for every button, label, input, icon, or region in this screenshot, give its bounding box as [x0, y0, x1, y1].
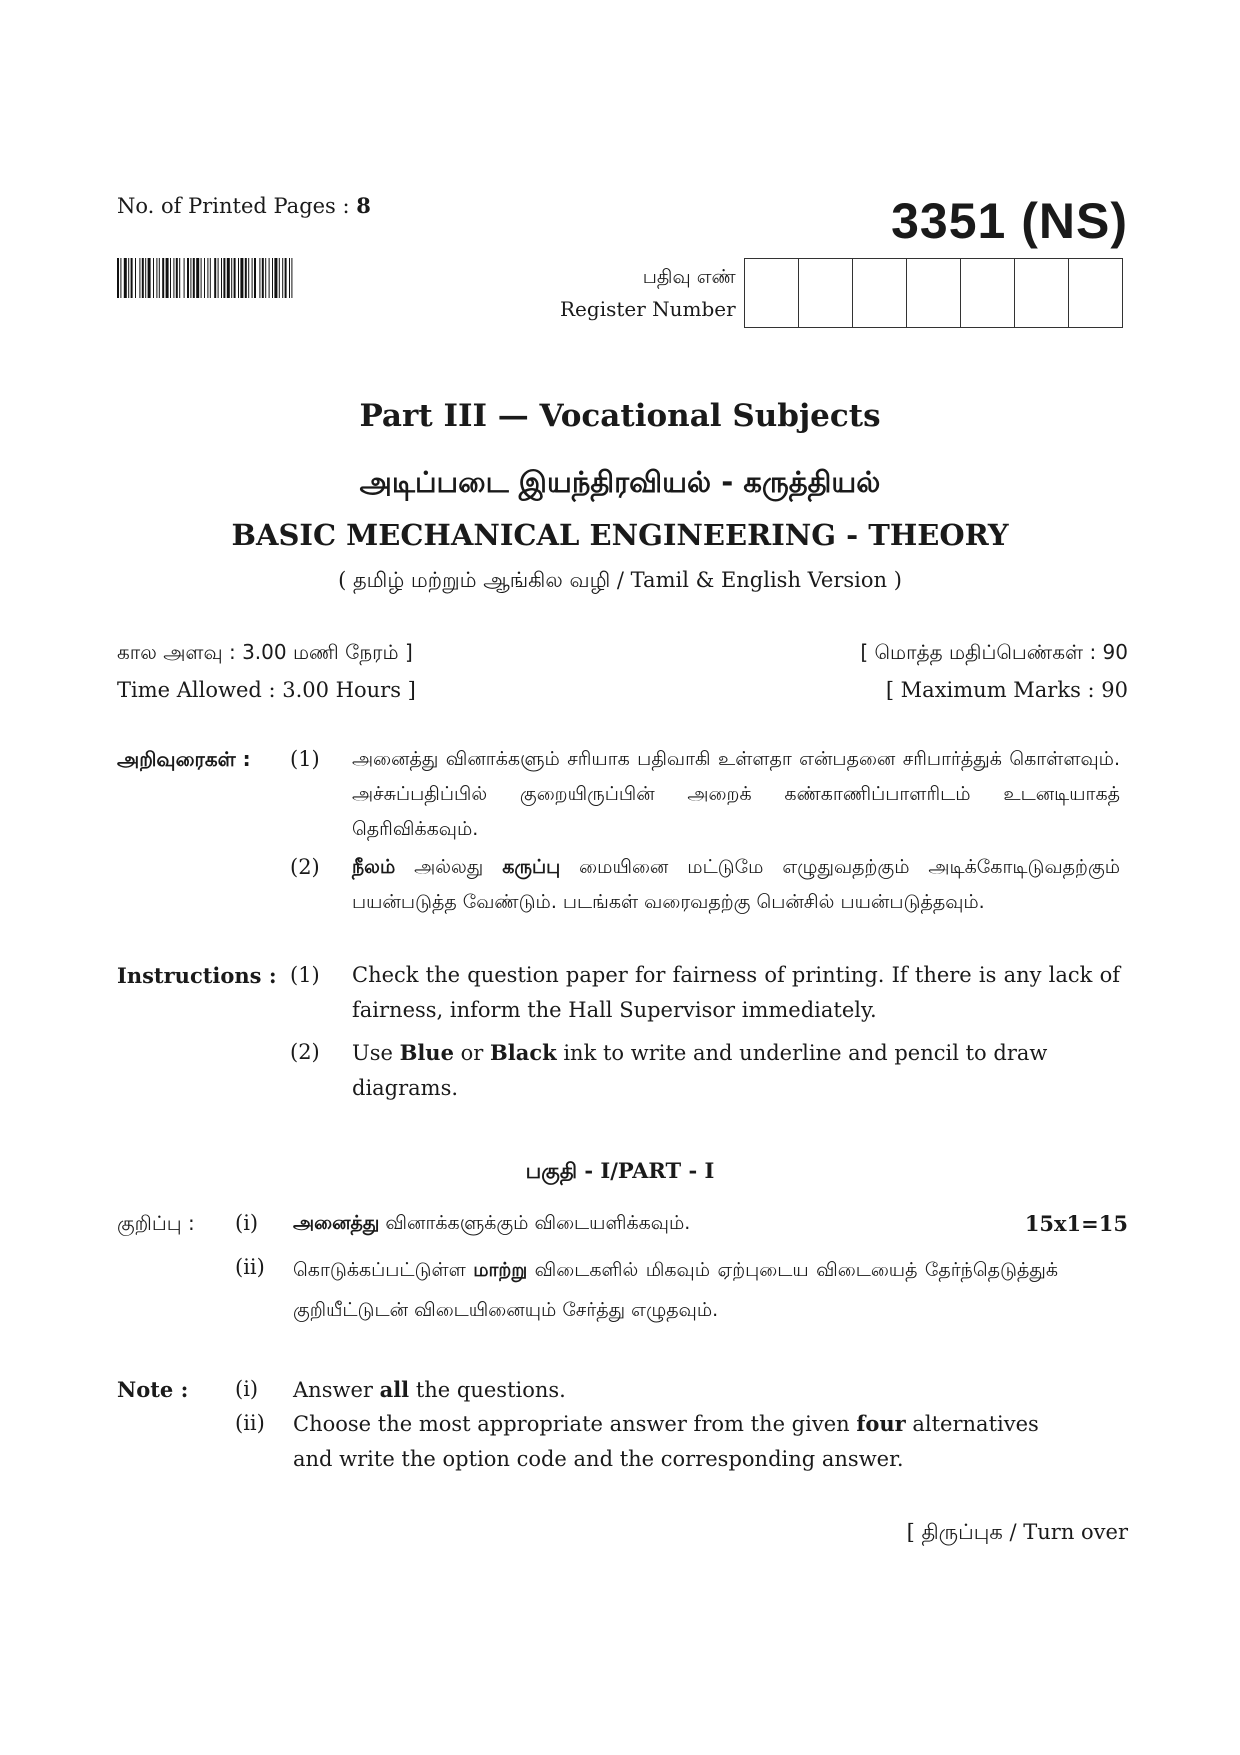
- note-en-2-rest: alternatives and write the option code and the corresponding answer.: [293, 1412, 1039, 1471]
- register-digit-box[interactable]: [907, 259, 961, 327]
- instruction-ta-2-rest: மையினை மட்டுமே எழுதுவதற்கும் அடிக்கோடிடுவதற்கும் பயன்படுத்த வேண்டும். படங்கள் வரைவதற்கு பென்சில் பயன்படுத்தவும்.: [352, 856, 1121, 913]
- note-en-1-num: (i): [235, 1377, 259, 1401]
- note-en-2-pre: Choose the most appropriate answer from the given: [293, 1412, 857, 1436]
- instruction-en-2-text: [352, 1035, 1132, 1106]
- instruction-ta-2-mid: அல்லது: [395, 856, 503, 878]
- barcode-image: [117, 258, 430, 298]
- note-en-1-rest: the questions.: [409, 1378, 566, 1402]
- instruction-en-1-num: (1): [290, 963, 320, 987]
- printed-pages-value: 8: [356, 193, 371, 218]
- note-en-1-pre: Answer: [293, 1378, 380, 1402]
- instructions-en-label: Instructions :: [117, 963, 277, 988]
- black-ink-ta: கருப்பு: [502, 856, 561, 878]
- subject-title-en: BASIC MECHANICAL ENGINEERING - THEORY: [231, 518, 1009, 552]
- register-digit-box[interactable]: [745, 259, 799, 327]
- subject-title-ta: அடிப்படை இயந்திரவியல் - கருத்தியல்: [359, 465, 881, 499]
- max-marks-ta: [ மொத்த மதிப்பெண்கள் : 90: [860, 640, 1128, 664]
- register-digit-box[interactable]: [853, 259, 907, 327]
- time-allowed-ta: கால அளவு : 3.00 மணி நேரம் ]: [117, 640, 413, 664]
- note-ta-1-bold: அனைத்து: [293, 1212, 380, 1234]
- instruction-ta-1-text: அனைத்து வினாக்களும் சரியாக பதிவாகி உள்ளதா என்பதனை சரிபார்த்துக் கொள்ளவும். அச்சுப்பதிப்பில் குறையிருப்பின் அறைக் கண்காணிப்பாளரிடம் உடனடியாகத் தெரிவிக்கவும்.: [352, 748, 1120, 840]
- note-en-2-text: [293, 1406, 1073, 1477]
- note-en-label: Note :: [117, 1377, 189, 1402]
- register-labels: [560, 261, 736, 325]
- register-number-block: [560, 258, 1123, 328]
- register-digit-box[interactable]: [1069, 259, 1122, 327]
- note-en-1-bold: all: [379, 1377, 410, 1402]
- version-line: ( தமிழ் மற்றும் ஆங்கில வழி / Tamil & English Version ): [338, 568, 902, 592]
- printed-pages: [117, 193, 371, 218]
- register-number-boxes[interactable]: [744, 258, 1123, 328]
- max-marks-en: [ Maximum Marks : 90: [885, 678, 1128, 702]
- turn-over-note: [ திருப்புக / Turn over: [906, 1520, 1128, 1544]
- instruction-ta-2-num: (2): [290, 855, 320, 879]
- instruction-en-2-mid: or: [453, 1041, 490, 1065]
- part-title: Part III — Vocational Subjects: [359, 398, 881, 434]
- instruction-en-2-pre: Use: [352, 1041, 400, 1065]
- instruction-en-2-rest: ink to write and underline and pencil to draw diagrams.: [352, 1041, 1048, 1100]
- register-digit-box[interactable]: [961, 259, 1015, 327]
- blue-ink-ta: நீலம்: [352, 856, 396, 878]
- printed-pages-label: No. of Printed Pages :: [117, 194, 350, 218]
- note-ta-label: குறிப்பு :: [117, 1211, 195, 1235]
- note-ta-1-rest: வினாக்களுக்கும் விடையளிக்கவும்.: [379, 1212, 691, 1234]
- paper-code: 3351 (NS): [891, 193, 1128, 249]
- part-one-heading: பகுதி - I/PART - I: [525, 1158, 715, 1183]
- register-digit-box[interactable]: [1015, 259, 1069, 327]
- time-allowed-en: Time Allowed : 3.00 Hours ]: [117, 678, 416, 702]
- instruction-ta-2-text: [352, 850, 1120, 920]
- note-en-2-bold: four: [856, 1411, 906, 1436]
- instructions-ta-label: அறிவுரைகள் :: [117, 747, 251, 771]
- note-en-1-text: [293, 1372, 566, 1408]
- instruction-en-2-num: (2): [290, 1040, 320, 1064]
- blue-ink-en: Blue: [399, 1040, 454, 1065]
- register-digit-box[interactable]: [799, 259, 853, 327]
- note-ta-2-pre: கொடுக்கப்பட்டுள்ள: [293, 1259, 474, 1281]
- instruction-ta-1-num: (1): [290, 747, 320, 771]
- note-ta-2-text: [293, 1250, 1058, 1330]
- note-ta-2-bold: மாற்று: [473, 1259, 528, 1281]
- register-label-ta: பதிவு எண்: [642, 266, 736, 288]
- note-en-2-num: (ii): [235, 1411, 265, 1435]
- register-label-en: Register Number: [560, 297, 736, 321]
- note-ta-2-num: (ii): [235, 1255, 265, 1279]
- note-ta-1-num: (i): [235, 1211, 259, 1235]
- part-one-marks: 15x1=15: [1024, 1211, 1128, 1236]
- black-ink-en: Black: [489, 1040, 557, 1065]
- note-ta-2-rest: விடைகளில் மிகவும் ஏற்புடைய விடையைத் தேர்ந்தெடுத்துக் குறியீட்டுடன் விடையினையும் சேர்த்து எழுதவும்.: [293, 1259, 1058, 1321]
- note-ta-1-text: [293, 1206, 690, 1241]
- instruction-en-1-text: Check the question paper for fairness of printing. If there is any lack of fairness, inform the Hall Supervisor immediately.: [352, 963, 1120, 1022]
